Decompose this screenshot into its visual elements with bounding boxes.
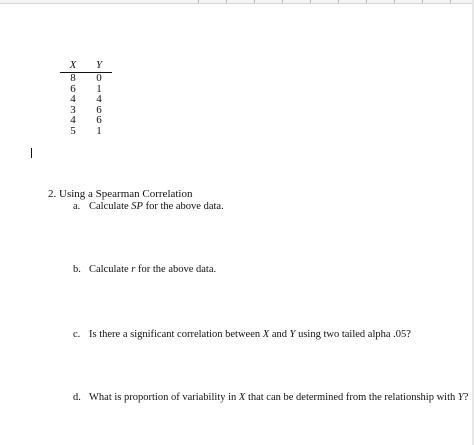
variable-symbol: Y [457,392,464,403]
x-value: 6 [70,82,76,95]
ruler-tick [198,0,199,3]
column-header-x: X [60,60,86,73]
y-value: 0 [96,72,102,84]
ruler-tick [226,0,227,3]
ruler-tick [282,0,283,3]
table-row [60,115,112,126]
text-segment: for the above data. [135,264,217,275]
text-segment: Calculate [89,264,132,275]
part-letter: d. [73,392,81,403]
column-header-y: Y [86,60,112,73]
text-segment: What is proportion of variability in [89,392,239,403]
ruler-tick [254,0,255,3]
part-letter: b. [73,264,81,275]
y-value: 1 [96,124,102,137]
x-value: 4 [70,114,76,126]
part-text [89,264,216,275]
text-cursor[interactable] [31,148,32,158]
ruler-tick [338,0,339,3]
text-segment: for the above data. [142,201,224,212]
part-text [89,392,468,403]
variable-symbol: X [238,392,246,403]
text-segment: and [269,329,290,340]
x-value: 5 [70,124,76,137]
part-letter: c. [73,329,81,340]
question-title: Using a Spearman Correlation [59,188,193,200]
table-row [60,126,112,137]
ruler-tick [310,0,311,3]
part-text [89,201,224,212]
x-value: 4 [70,93,76,105]
table-row [60,84,112,95]
table-header-row [60,60,112,73]
table-row [60,105,112,116]
ruler-tick [366,0,367,3]
y-value: 6 [96,114,102,126]
question-part-a [73,201,224,213]
question-number: 2. [48,188,57,200]
part-letter: a. [73,201,81,212]
question-heading [48,188,193,200]
ruler-tick [422,0,423,3]
text-segment: using two tailed alpha .05? [295,329,411,340]
text-segment: ? [463,392,469,403]
x-value: 8 [70,72,76,84]
table-row [60,94,112,105]
variable-symbol: Y [289,329,296,340]
table-row [60,73,112,84]
text-segment: Is there a significant correlation between [89,329,263,340]
text-segment: Calculate [89,201,132,212]
xy-data-table [60,60,112,136]
ruler-tick [394,0,395,3]
question-part-d [73,392,468,404]
x-value: 3 [70,103,76,116]
variable-symbol: r [131,264,136,275]
question-part-c [73,329,411,341]
variable-symbol: X [262,329,270,340]
y-value: 6 [96,103,102,116]
top-ruler [0,0,474,4]
part-text [89,329,411,340]
variable-symbol: SP [131,201,143,212]
y-value: 4 [96,93,102,105]
text-segment: that can be determined from the relationship with [245,392,458,403]
y-value: 1 [96,82,102,95]
ruler-tick [450,0,451,3]
question-part-b [73,264,216,276]
